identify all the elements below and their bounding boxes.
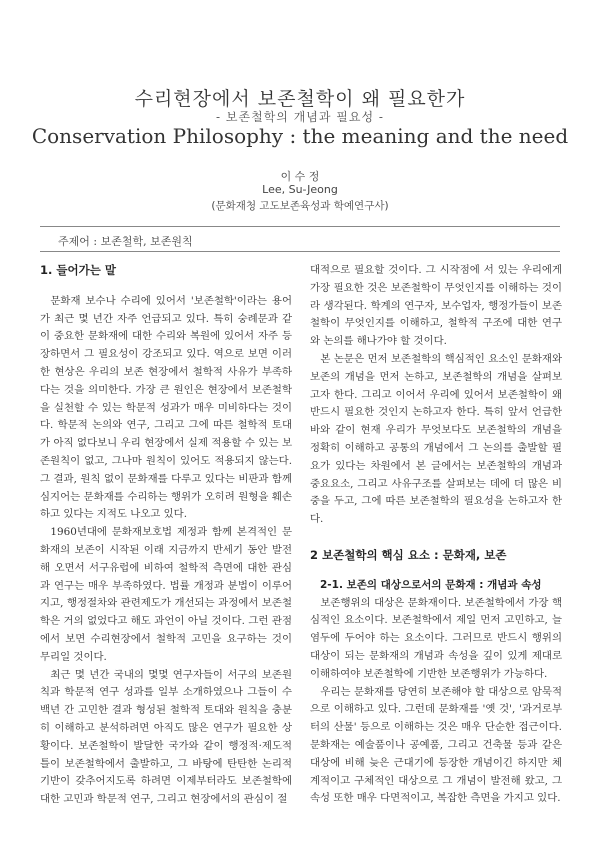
subsection-heading: 2-1. 보존의 대상으로서의 문화재 : 개념과 속성 bbox=[320, 578, 542, 591]
author-name-korean: 이 수 정 bbox=[280, 170, 320, 183]
author-name-english: Lee, Su-Jeong bbox=[262, 183, 338, 196]
paragraph: 대적으로 필요할 것이다. 그 시작점에 서 있는 우리에게 가장 필요한 것은 보존철학이 무엇인지를 이해하는 것이라 생각된다. 학계의 연구자, 보수업자, 행정가들이 보존철학이 무엇인지를 이해하고, 철학적 구조에 대한 연구와 논의를 해나가야 할 것이다. bbox=[310, 264, 562, 348]
right-column bbox=[310, 262, 562, 808]
paragraph: 1960년대에 문화재보호법 제정과 함께 본격적인 문화재의 보존이 시작된 이래 지금까지 반세기 동안 발전해 오면서 서구유럽에 비하여 철학적 측면에 대한 관심과 연구는 매우 부족하였다. 법률 개정과 분법이 이루어지고, 행정절차와 관련제도가 개선되는 과정에서 보존철학은 거의 없었다고 해도 과언이 아닐 것이다. 그런 관점에서 보면 수리현장에서 철학적 고민을 요구하는 것이 무리일 것이다. bbox=[40, 526, 292, 663]
paragraph: 문화재 보수나 수리에 있어서 '보존철학'이라는 용어가 최근 몇 년간 자주 언급되고 있다. 특히 숭례문과 같이 중요한 문화재에 대한 수리와 복원에 있어서 자주 등장하면서 그 필요성이 강조되고 있다. 역으로 보면 이러한 현상은 우리의 보존 현장에서 철학적 사유가 부족하다는 것을 의미한다. 가장 큰 원인은 현장에서 보존철학을 실천할 수 있는 학문적 성과가 매우 미비하다는 것이다. 학문적 논의와 연구, 그리고 그에 따른 철학적 토대가 아직 없다보니 우리 현장에서 실제 적용할 수 있는 보존원칙이 없고, 그나마 원칙이 있어도 적용되지 않는다. 그 결과, 원칙 없이 문화재를 다루고 있다는 비판과 함께 심지어는 문화재를 수리하는 행위가 오히려 원형을 훼손하고 있다는 지적도 나오고 있다. bbox=[40, 294, 292, 521]
keywords-box bbox=[40, 226, 560, 252]
paragraph: 보존행위의 대상은 문화재이다. 보존철학에서 가장 핵심적인 요소이다. 보존철학에서 제일 먼저 고민하고, 늘 염두에 두어야 하는 요소이다. 그러므로 반드시 행위의 대상이 되는 문화재의 개념과 속성을 깊이 있게 제대로 이해하여야 보존철학에 기반한 보존행위가 가능하다. bbox=[310, 596, 562, 680]
author-affiliation: (문화재청 고도보존육성과 학예연구사) bbox=[211, 200, 389, 212]
page-subtitle: - 보존철학의 개념과 필요성 - bbox=[216, 110, 384, 124]
paragraph: 최근 몇 년간 국내의 몇몇 연구자들이 서구의 보존원칙과 학문적 연구 성과를 일부 소개하였으나 그들이 수백년 간 고민한 결과 형성된 철학적 토대와 원칙을 충분히 이해하고 분석하려면 아직도 많은 연구가 필요한 상황이다. 보존철학이 발달한 국가와 같이 행정적·제도적 틀이 보존철학에서 출발하고, 그 바탕에 탄탄한 논리적 기반이 갖추어지도록 하려면 이제부터라도 보존철학에 대한 고민과 학문적 연구, 그리고 현장에서의 관심이 절 bbox=[40, 668, 292, 806]
paragraph: 우리는 문화재를 당연히 보존해야 할 대상으로 암묵적으로 이해하고 있다. 그런데 문화재를 '옛 것', '과거로부터의 산물' 등으로 이해하는 것은 매우 단순한 접근이다. 문화재는 예술품이나 공예품, 그리고 건축물 등과 같은 대상에 비해 늦은 근대기에 등장한 개념이긴 하지만 체계적이고 구체적인 대상으로 그 개념이 발전해 왔고, 그 속성 또한 매우 다면적이고, 복잡한 측면을 가지고 있다. bbox=[310, 685, 562, 805]
keywords: 주제어 : 보존철학, 보존원칙 bbox=[58, 235, 193, 248]
page-title: 수리현장에서 보존철학이 왜 필요한가 bbox=[134, 88, 466, 110]
left-column bbox=[40, 262, 292, 809]
paragraph: 본 논문은 먼저 보존철학의 핵심적인 요소인 문화재와 보존의 개념을 먼저 논하고, 보존철학의 개념을 살펴보고자 한다. 그리고 이어서 우리에 있어서 보존철학이 왜 반드시 필요한 것인지 논하고자 한다. 특히 앞서 언급한 바와 같이 현재 우리가 무엇보다도 보존철학의 개념을 정확히 이해하고 공통의 개념에서 그 논의를 출발할 필요가 있다는 차원에서 본 글에서는 보존철학의 개념과 중요요소, 그리고 사유구조를 살펴보는 데에 더 많은 비중을 두고, 그에 따른 보존철학의 필요성을 논하고자 한다. bbox=[310, 352, 562, 526]
section-heading-intro: 1. 들어가는 말 bbox=[40, 263, 116, 277]
section-heading-core-elements: 2 보존철학의 핵심 요소 : 문화재, 보존 bbox=[310, 547, 507, 562]
english-title: Conservation Philosophy : the meaning and the need bbox=[31, 124, 569, 148]
